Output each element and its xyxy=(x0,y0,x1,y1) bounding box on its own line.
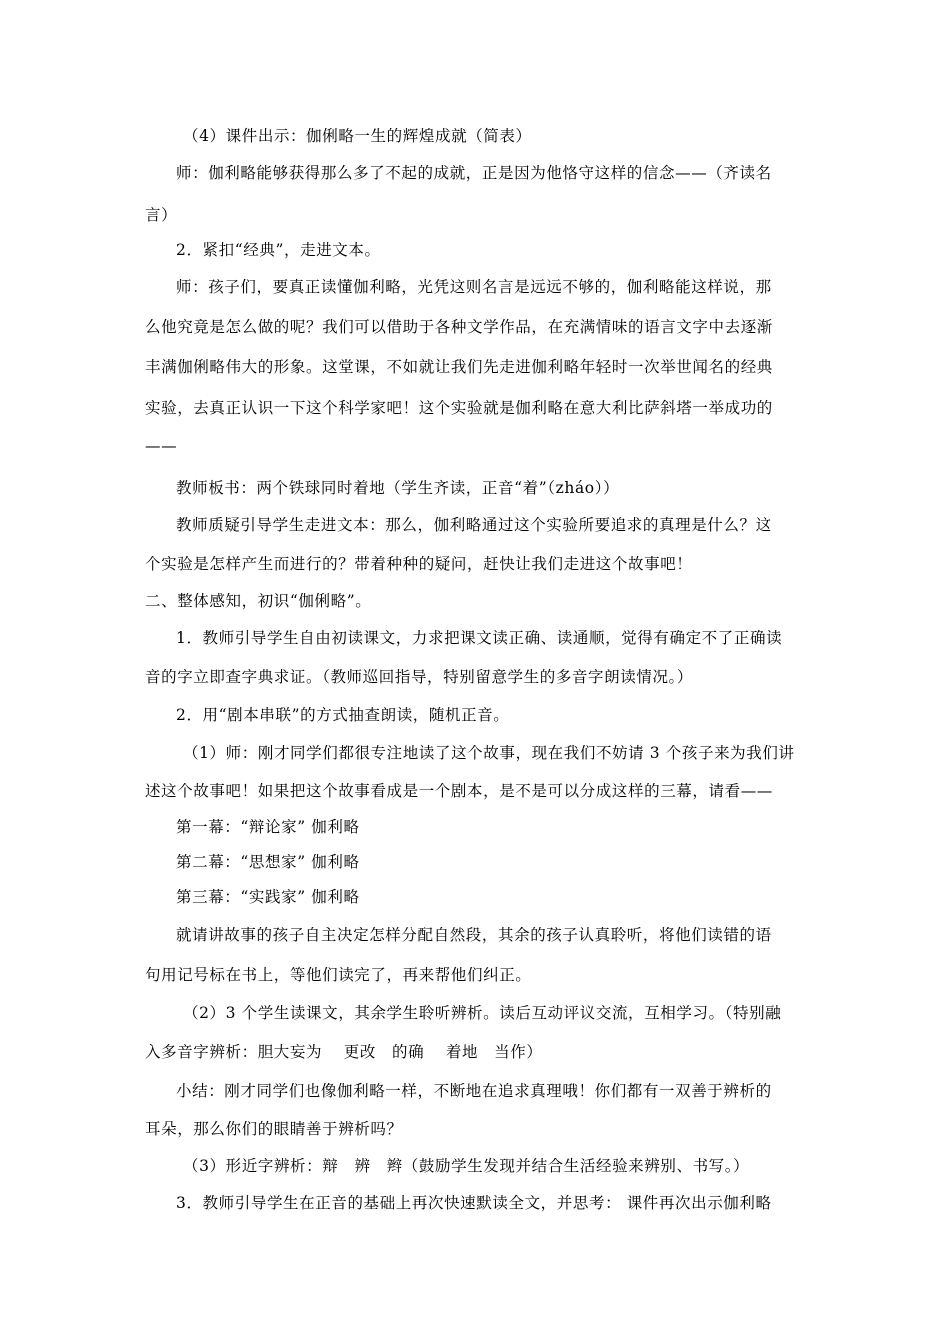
paragraph-line: （3）形近字辨析：辩 辨 辫（鼓励学生发现并结合生活经验来辨别、书写。） xyxy=(183,1157,750,1175)
paragraph-line: 句用记号标在书上，等他们读完了，再来帮他们纠正。 xyxy=(145,966,532,984)
paragraph-line: 音的字立即查字典求证。（教师巡回指导，特别留意学生的多音字朗读情况。） xyxy=(145,668,694,686)
paragraph-line: 就请讲故事的孩子自主决定怎样分配自然段，其余的孩子认真聆听，将他们读错的语 xyxy=(176,926,772,944)
paragraph-line: （4）课件出示：伽俐略一生的辉煌成就（简表） xyxy=(183,127,532,145)
paragraph-line: 师：孩子们，要真正读懂伽利略，光凭这则名言是远远不够的，伽利略能这样说，那 xyxy=(176,278,772,296)
paragraph-line: 言） xyxy=(145,206,178,224)
paragraph-line: 教师质疑引导学生走进文本：那么，伽利略通过这个实验所要追求的真理是什么？这 xyxy=(176,516,772,534)
paragraph-line: 1．教师引导学生自由初读课文，力求把课文读正确、读通顺，觉得有确定不了正确读 xyxy=(176,629,783,647)
act-line: 第一幕：“辩论家” 伽利略 xyxy=(176,818,360,836)
paragraph-line: （2）3 个学生读课文，其余学生聆听辨析。读后互动评议交流，互相学习。（特别融 xyxy=(183,1004,782,1022)
paragraph-line: 个实验是怎样产生而进行的？带着种种的疑问，赶快让我们走进这个故事吧！ xyxy=(145,555,693,573)
paragraph-line: 小结：刚才同学们也像伽利略一样，不断地在追求真理哦！你们都有一双善于辨析的 xyxy=(176,1082,772,1100)
paragraph-line: 教师板书：两个铁球同时着地（学生齐读，正音“着”（zháo）） xyxy=(176,479,620,497)
paragraph-line: 2．用“剧本串联”的方式抽查朗读，随机正音。 xyxy=(176,706,510,724)
paragraph-line: 丰满伽俐略伟大的形象。这堂课，不如就让我们先走进伽利略年轻时一次举世闻名的经典 xyxy=(145,358,773,376)
act-line: 第三幕：“实践家” 伽利略 xyxy=(176,888,360,906)
paragraph-line: 2．紧扣“经典”，走进文本。 xyxy=(176,241,381,259)
paragraph-line: 么他究竟是怎么做的呢？我们可以借助于各种文学作品，在充满情味的语言文字中去逐渐 xyxy=(145,318,773,336)
paragraph-line: 实验，去真正认识一下这个科学家吧！这个实验就是伽利略在意大利比萨斜塔一举成功的 xyxy=(145,399,773,417)
paragraph-line: —— xyxy=(145,437,178,455)
paragraph-line: 述这个故事吧！如果把这个故事看成是一个剧本，是不是可以分成这样的三幕，请看—— xyxy=(145,782,773,800)
paragraph-line: （1）师：刚才同学们都很专注地读了这个故事，现在我们不妨请 3 个孩子来为我们讲 xyxy=(183,744,795,762)
paragraph-line: 入多音字辨析：胆大妄为 更改 的确 着地 当作） xyxy=(145,1043,543,1061)
paragraph-line: 3．教师引导学生在正音的基础上再次快速默读全文，并思考： 课件再次出示伽利略 xyxy=(176,1194,772,1212)
section-heading: 二、整体感知，初识“伽俐略”。 xyxy=(145,592,372,610)
paragraph-line: 耳朵，那么你们的眼睛善于辨析吗？ xyxy=(145,1120,403,1138)
paragraph-line: 师：伽利略能够获得那么多了不起的成就，正是因为他恪守这样的信念——（齐读名 xyxy=(176,164,772,182)
act-line: 第二幕：“思想家” 伽利略 xyxy=(176,853,360,871)
